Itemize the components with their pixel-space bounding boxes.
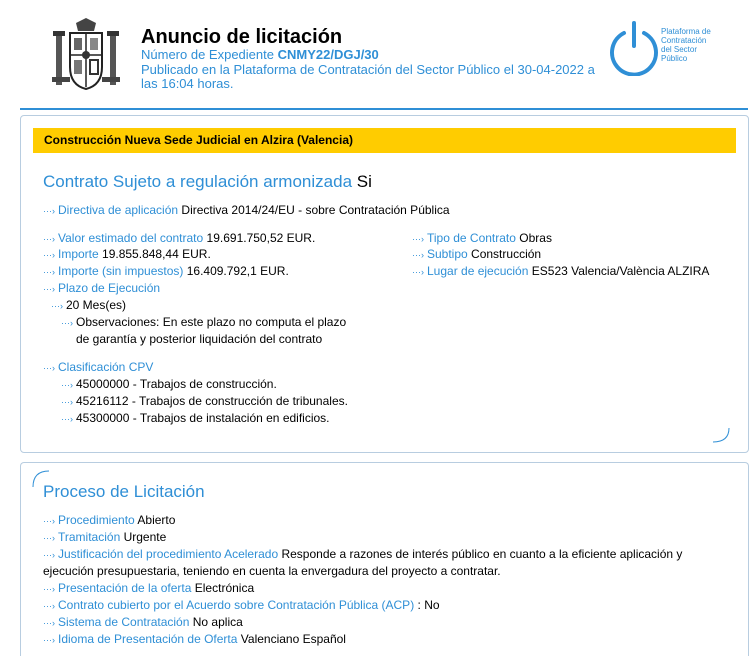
- arrow-icon: ···›: [412, 250, 424, 260]
- arrow-icon: ···›: [43, 533, 55, 543]
- publication-date: Publicado en la Plataforma de Contratación del Sector Público el 30-04-2022 a las 16:04 horas.: [141, 62, 595, 91]
- subtipo-item: ···› Subtipo Construcción: [412, 247, 542, 261]
- valor-item: ···› Valor estimado del contrato 19.691.750,52 EUR.: [43, 231, 316, 245]
- proceso-section: [20, 462, 749, 656]
- tramitacion-item: ···› Tramitación Urgente: [43, 530, 167, 544]
- idioma-item: ···› Idioma de Presentación de Oferta Valenciano Español: [43, 632, 346, 646]
- contract-section: [20, 115, 749, 453]
- expediente-value: CNMY22/DGJ/30: [277, 47, 379, 62]
- arrow-icon: ···›: [43, 206, 55, 216]
- arrow-icon: ···›: [43, 363, 55, 373]
- arrow-icon: ···›: [61, 318, 73, 328]
- cpv-list-item: ···› 45000000 - Trabajos de construcción.: [61, 377, 277, 391]
- header-divider: [20, 108, 748, 110]
- justificacion-line-2: ejecución presupuestaria, teniendo en cuenta la envergadura del proyecto a contratar.: [43, 564, 501, 578]
- acp-item: ···› Contrato cubierto por el Acuerdo sobre Contratación Pública (ACP) : No: [43, 598, 440, 612]
- cpv-item: ···› Clasificación CPV: [43, 360, 154, 374]
- cpv-list-item: ···› 45300000 - Trabajos de instalación en edificios.: [61, 411, 330, 425]
- directiva-item: ···› Directiva de aplicación Directiva 2014/24/EU - sobre Contratación Pública: [43, 203, 450, 217]
- proceso-title: Proceso de Licitación: [43, 482, 205, 501]
- arrow-icon: ···›: [43, 618, 55, 628]
- presentacion-item: ···› Presentación de la oferta Electrónica: [43, 581, 255, 595]
- page-header: [0, 0, 753, 108]
- tipo-item: ···› Tipo de Contrato Obras: [412, 231, 552, 245]
- arrow-icon: ···›: [43, 284, 55, 294]
- arrow-icon: ···›: [43, 550, 55, 560]
- platform-logo-text: Plataforma de Contratación del Sector Público: [661, 27, 711, 63]
- arrow-icon: ···›: [51, 301, 63, 311]
- sistema-item: ···› Sistema de Contratación No aplica: [43, 615, 243, 629]
- importe-sin-item: ···› Importe (sin impuestos) 16.409.792,1 EUR.: [43, 264, 289, 278]
- cpv-list-item: ···› 45216112 - Trabajos de construcción de tribunales.: [61, 394, 348, 408]
- armonizada-title: Contrato Sujeto a regulación armonizada Si: [43, 172, 372, 191]
- power-logo-icon: [606, 20, 662, 76]
- justificacion-item: ···› Justificación del procedimiento Acelerado Responde a razones de interés público en cuanto a la eficiente aplicación y: [43, 547, 683, 561]
- procedimiento-item: ···› Procedimiento Abierto: [43, 513, 176, 527]
- lugar-item: ···› Lugar de ejecución ES523 Valencia/València ALZIRA: [412, 264, 710, 278]
- arrow-icon: ···›: [61, 414, 73, 424]
- contract-name-banner: Construcción Nueva Sede Judicial en Alzira (Valencia): [33, 128, 736, 153]
- arrow-icon: ···›: [412, 234, 424, 244]
- observaciones-line-2: de garantía y posterior liquidación del contrato: [76, 332, 323, 346]
- coat-of-arms-logo: [50, 17, 122, 93]
- observaciones-line-1: ···› Observaciones: En este plazo no computa el plazo: [61, 315, 347, 329]
- arrow-icon: ···›: [43, 584, 55, 594]
- arrow-icon: ···›: [43, 234, 55, 244]
- arrow-icon: ···›: [412, 267, 424, 277]
- page-title: Anuncio de licitación: [141, 26, 343, 48]
- expediente-label: Número de Expediente: [141, 47, 274, 62]
- arrow-icon: ···›: [61, 397, 73, 407]
- arrow-icon: ···›: [43, 267, 55, 277]
- arrow-icon: ···›: [43, 601, 55, 611]
- plazo-value: ···› 20 Mes(es): [51, 298, 127, 312]
- arrow-icon: ···›: [43, 250, 55, 260]
- arrow-icon: ···›: [61, 380, 73, 390]
- expediente-line: [141, 48, 379, 62]
- arrow-icon: ···›: [43, 635, 55, 645]
- corner-curve-decoration: [711, 428, 731, 444]
- importe-item: ···› Importe 19.855.848,44 EUR.: [43, 247, 211, 261]
- arrow-icon: ···›: [43, 516, 55, 526]
- plazo-item: ···› Plazo de Ejecución: [43, 281, 161, 295]
